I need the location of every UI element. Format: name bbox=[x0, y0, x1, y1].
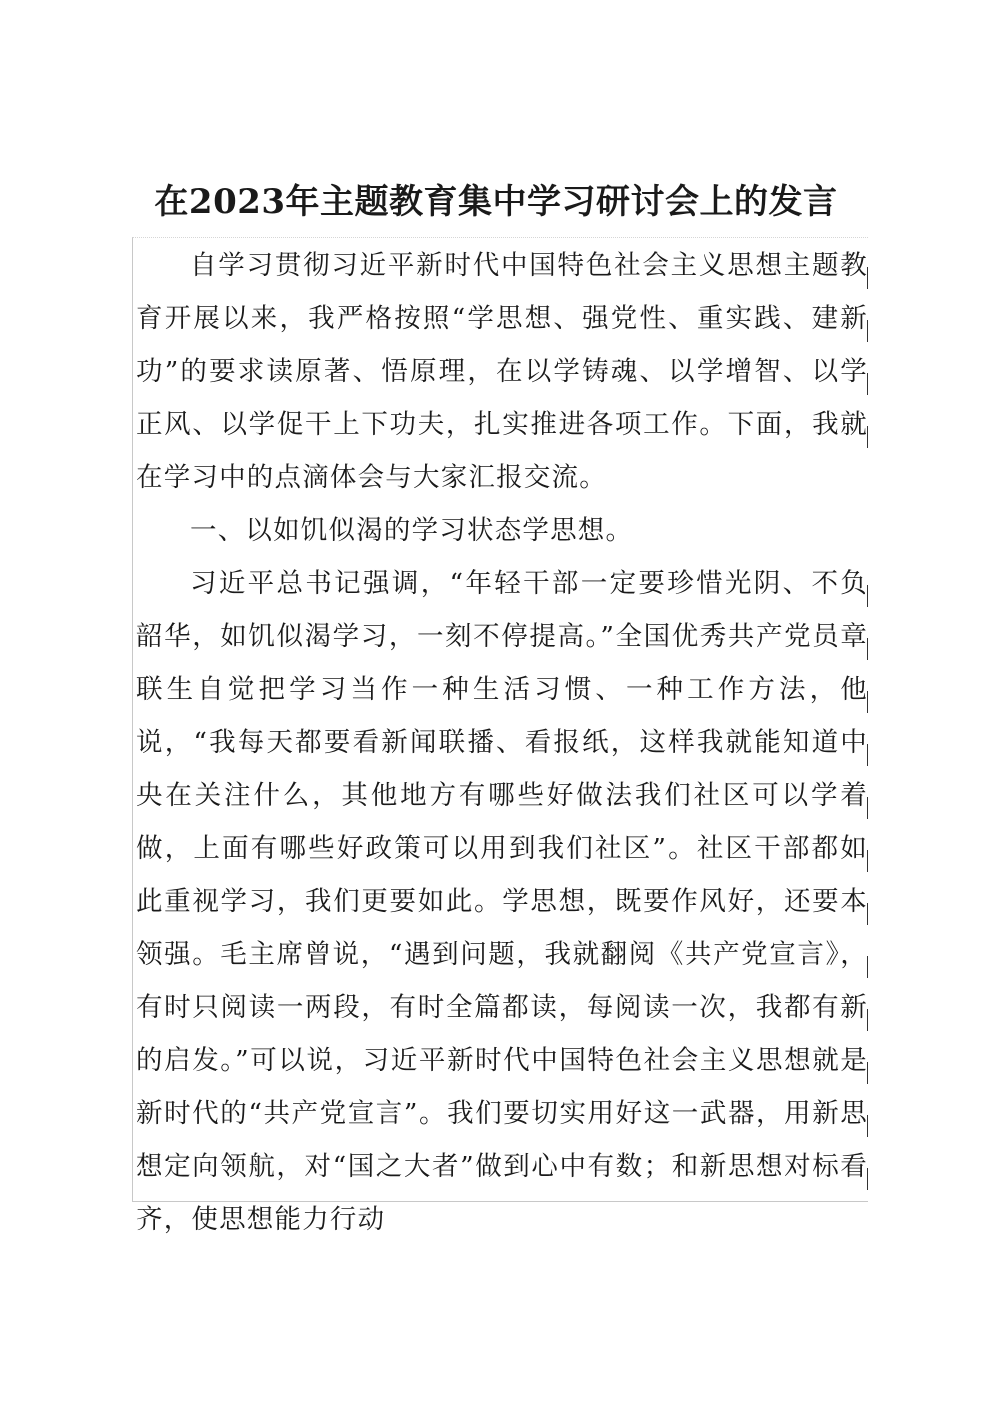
page-title: 在2023年主题教育集中学习研讨会上的发言 bbox=[154, 182, 838, 222]
section-heading-1: 一、以如饥似渴的学习状态学思想。 bbox=[190, 515, 634, 546]
intro-paragraph: 自学习贯彻习近平新时代中国特色社会主义思想主题教育开展以来，我严格按照“学思想、强党性、重实践、建新功”的要求读原著、悟原理，在以学铸魂、以学增智、以学正风、以学促干上下功夫，扎实推进各项工作。下面，我就在学习中的点滴体会与大家汇报交流。 bbox=[136, 250, 868, 493]
body-paragraph: 习近平总书记强调，“年轻干部一定要珍惜光阴、不负韶华，如饥似渴学习，一刻不停提高。”全国优秀共产党员章联生自觉把学习当作一种生活习惯、一种工作方法，他说，“我每天都要看新闻联播、看报纸，这样我就能知道中央在关注什么，其他地方有哪些好做法我们社区可以学着做，上面有哪些好政策可以用到我们社区”。社区干部都如此重视学习，我们更要如此。学思想，既要作风好，还要本领强。毛主席曾说，“遇到问题，我就翻阅《共产党宣言》，有时只阅读一两段，有时全篇都读，每阅读一次，我都有新的启发。”可以说，习近平新时代中国特色社会主义思想就是新时代的“共产党宣言”。我们要切实用好这一武器，用新思想定向领航，对“国之大者”做到心中有数；和新思想对标看齐，使思想能力行动 bbox=[136, 568, 868, 1235]
